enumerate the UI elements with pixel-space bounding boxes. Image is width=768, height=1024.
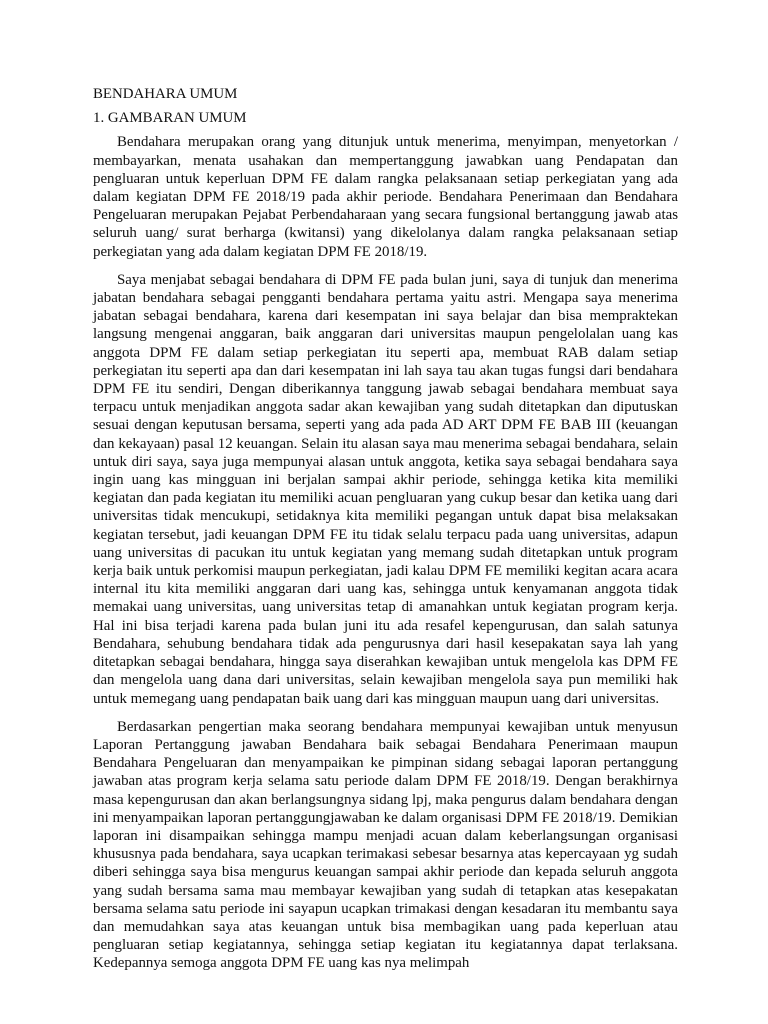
document-page (93, 85, 678, 973)
section-heading: 1. GAMBARAN UMUM (93, 110, 247, 127)
paragraph-appointment: Saya menjabat sebagai bendahara di DPM FE pada bulan juni, saya di tunjuk dan menerima jabatan bendahara sebagai pengganti bendahara pertama yaitu astri. Mengapa saya menerima jabatan sebagai bendahara, karena dari kesempatan ini saya belajar dan bisa mempraktekan langsung mengenai anggaran, baik anggaran dari universitas maupun pengelolalan uang kas anggota DPM FE dalam setiap perkegiatan itu seperti apa, membuat RAB dalam setiap perkegiatan itu seperti apa dan dari kesempatan ini lah saya tau akan tugas fungsi dari bendahara DPM FE itu sendiri, Dengan diberikannya tanggung jawab sebagai bendahara membuat saya terpacu untuk menjadikan anggota sadar akan kewajiban yang sudah ditetapkan dan diputuskan sesuai dengan keputusan bersama, seperti yang ada pada AD ART DPM FE BAB III (keuangan dan kekayaan) pasal 12 keuangan. Selain itu alasan saya mau menerima sebagai bendahara, selain untuk diri saya, saya juga mempunyai alasan untuk anggota, ketika saya sebagai bendahara saya ingin uang kas mingguan ini berjalan sampai akhir periode, sehingga ketika kita memiliki kegiatan dan pada kegiatan itu memiliki acuan pengluaran yang cukup besar dan ketika uang dari universitas tidak mencukupi, setidaknya kita memiliki pegangan untuk dapat bisa melaksakan kegiatan tersebut, jadi keuangan DPM FE itu tidak selalu terpacu pada uang universitas, adapun uang universitas di pacukan itu untuk kegiatan yang memang sudah ditetapkan untuk program kerja baik untuk perkomisi maupun perkegiatan, jadi kalau DPM FE memiliki kegitan acara acara internal itu kita memiliki anggaran dari uang kas, sehingga untuk kenyamanan anggota tidak memakai uang universitas, uang universitas tetap di amanahkan untuk kegiatan program kerja. Hal ini bisa terjadi karena pada bulan juni itu ada resafel kepengurusan, dan salah satunya Bendahara, sehubung bendahara tidak ada pengurusnya dari hasil kesepakatan saya lah yang ditetapkan sebagai bendahara, hingga saya diserahkan kewajiban untuk mengelola kas DPM FE dan mengelola uang dana dari universitas, selain kewajiban mengelola saya pun memiliki hak untuk memegang uang pendapatan baik uang dari kas mingguan maupun uang dari universitas. (93, 271, 678, 707)
paragraph-responsibility: Berdasarkan pengertian maka seorang bendahara mempunyai kewajiban untuk menyusun Laporan Pertanggung jawaban Bendahara baik sebagai Bendahara Penerimaan maupun Bendahara Pengeluaran dan menyampaikan ke pimpinan sidang sebagai laporan pertanggung jawaban atas program kerja selama satu periode dalam DPM FE 2018/19. Dengan berakhirnya masa kepengurusan dan akan berlangsungnya sidang lpj, maka pengurus dalam bendahara dengan ini menyampaikan laporan pertanggungjawaban ke dalam organisasi DPM FE 2018/19. Demikian laporan ini disampaikan sehingga mampu menjadi acuan dalam keberlangsungan organisasi khususnya pada bendahara, saya ucapkan terimakasi sebesar besarnya atas kepercayaan yg sudah diberi sehingga saya bisa mengurus keuangan sampai akhir periode dan kepada seluruh anggota yang sudah bersama sama mau membayar kewajiban yang sudah di tetapkan atas kesepakatan bersama selama satu periode ini sayapun ucapkan trimakasi dengan kesadaran itu membantu saya dan memudahkan saya atas keuangan untuk bisa membagikan uang pada keperluan atau pengluaran setiap kegiatannya, sehingga setiap kegiatan itu kegiatannya dapat terlaksana. Kedepannya semoga anggota DPM FE uang kas nya melimpah (93, 718, 678, 972)
paragraph-definition: Bendahara merupakan orang yang ditunjuk untuk menerima, menyimpan, menyetorkan / membayarkan, menata usahakan dan mempertanggung jawabkan uang Pendapatan dan pengluaran untuk keperluan DPM FE dalam rangka pelaksanaan setiap perkegiatan yang ada dalam kegiatan DPM FE 2018/19 pada akhir periode. Bendahara Penerimaan dan Bendahara Pengeluaran merupakan Pejabat Perbendaharaan yang secara fungsional bertanggung jawab atas seluruh uang/ surat berharga (kwitansi) yang dikelolanya dalam rangka pelaksanaan setiap perkegiatan yang ada dalam kegiatan DPM FE 2018/19. (93, 134, 678, 260)
document-title: BENDAHARA UMUM (93, 86, 238, 102)
